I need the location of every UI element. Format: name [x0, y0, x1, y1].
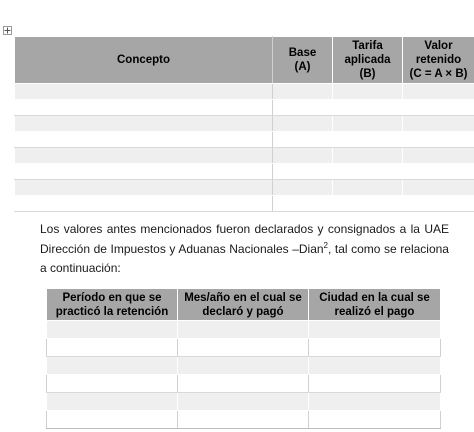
header-base-symbol: (A): [294, 61, 311, 73]
header-tarifa-symbol: (B): [359, 68, 376, 80]
table-cell[interactable]: [309, 393, 441, 411]
table-cell[interactable]: [333, 100, 403, 116]
table-cell[interactable]: [333, 84, 403, 100]
table-row: [15, 84, 474, 100]
table-cell[interactable]: [178, 357, 309, 375]
table-cell[interactable]: [273, 84, 333, 100]
body-paragraph: [40, 220, 449, 279]
table-cell[interactable]: [333, 116, 403, 132]
table-cell[interactable]: [15, 100, 273, 116]
header-ciudad-label: Ciudad en la cual se: [319, 292, 430, 304]
table-cell[interactable]: [273, 148, 333, 164]
header-periodo-label: Período en que se: [62, 292, 162, 304]
table-cell[interactable]: [403, 180, 474, 196]
header-mes-label: Mes/año en el cual se: [184, 292, 302, 304]
table-cell[interactable]: [47, 321, 178, 339]
table-row: [47, 375, 441, 393]
table-cell[interactable]: [47, 357, 178, 375]
table-cell[interactable]: [333, 196, 403, 212]
header-valor-label-2: retenido: [415, 54, 462, 66]
table-cell[interactable]: [47, 339, 178, 357]
header-valor-label: Valor: [424, 40, 453, 52]
header-tarifa-label: Tarifa: [352, 40, 383, 52]
table-cell[interactable]: [178, 339, 309, 357]
table-cell[interactable]: [403, 132, 474, 148]
table-row: [47, 411, 441, 429]
header-tarifa-label-2: aplicada: [344, 54, 391, 66]
table-cell[interactable]: [309, 321, 441, 339]
header-concepto: [15, 37, 273, 84]
table-cell[interactable]: [15, 148, 273, 164]
paragraph-text-continued: , tal como se relaciona a continuación:: [40, 241, 449, 275]
table-cell[interactable]: [309, 375, 441, 393]
header-base-label: Base: [288, 47, 317, 59]
payment-details-table: [46, 288, 441, 429]
table-cell[interactable]: [178, 411, 309, 429]
table-cell[interactable]: [333, 164, 403, 180]
table-cell[interactable]: [273, 180, 333, 196]
table-cell[interactable]: [15, 164, 273, 180]
table-row: [15, 148, 474, 164]
table-cell[interactable]: [309, 357, 441, 375]
header-mes-anio: [178, 289, 309, 321]
table-cell[interactable]: [47, 411, 178, 429]
table-row: [15, 164, 474, 180]
footnote-marker[interactable]: 2: [323, 240, 328, 250]
table-cell[interactable]: [15, 180, 273, 196]
retention-values-table: [14, 36, 474, 212]
table-cell[interactable]: [178, 375, 309, 393]
table-cell[interactable]: [403, 84, 474, 100]
table-cell[interactable]: [15, 196, 273, 212]
header-periodo-label-2: practicó la retención: [55, 306, 169, 318]
table-cell[interactable]: [273, 196, 333, 212]
paragraph-text: Los valores antes mencionados fueron declarados y consignados a la UAE Dirección de Impuestos y Aduanas Nacionales –Dian: [40, 222, 449, 256]
table-cell[interactable]: [309, 411, 441, 429]
table-cell[interactable]: [403, 148, 474, 164]
header-tarifa: [333, 37, 403, 84]
table-row: [15, 116, 474, 132]
table-cell[interactable]: [178, 321, 309, 339]
header-valor-formula: (C = A × B): [409, 68, 468, 80]
table-cell[interactable]: [178, 393, 309, 411]
table-cell[interactable]: [403, 196, 474, 212]
header-base: [273, 37, 333, 84]
table-row: [47, 393, 441, 411]
table-row: [15, 100, 474, 116]
header-ciudad: [309, 289, 441, 321]
table-cell[interactable]: [333, 180, 403, 196]
header-concepto-label: Concepto: [116, 54, 171, 66]
table-header-row: [47, 289, 441, 321]
table-cell[interactable]: [333, 148, 403, 164]
table-row: [47, 357, 441, 375]
header-ciudad-label-2: realizó el pago: [334, 306, 415, 318]
table-cell[interactable]: [273, 132, 333, 148]
table-row: [15, 180, 474, 196]
table-header-row: [15, 37, 474, 84]
table-cell[interactable]: [15, 84, 273, 100]
table-move-handle-icon[interactable]: [3, 26, 12, 35]
table-cell[interactable]: [47, 393, 178, 411]
header-valor: [403, 37, 474, 84]
table-cell[interactable]: [47, 375, 178, 393]
table-cell[interactable]: [273, 164, 333, 180]
table-row: [47, 321, 441, 339]
table-cell[interactable]: [15, 116, 273, 132]
table-row: [15, 196, 474, 212]
table-cell[interactable]: [273, 100, 333, 116]
header-mes-label-2: declaró y pagó: [202, 306, 284, 318]
table-cell[interactable]: [403, 116, 474, 132]
table-row: [47, 339, 441, 357]
table-cell[interactable]: [403, 164, 474, 180]
table-cell[interactable]: [273, 116, 333, 132]
table-cell[interactable]: [403, 100, 474, 116]
table-cell[interactable]: [309, 339, 441, 357]
header-periodo: [47, 289, 178, 321]
table-cell[interactable]: [15, 132, 273, 148]
table-row: [15, 132, 474, 148]
table-cell[interactable]: [333, 132, 403, 148]
